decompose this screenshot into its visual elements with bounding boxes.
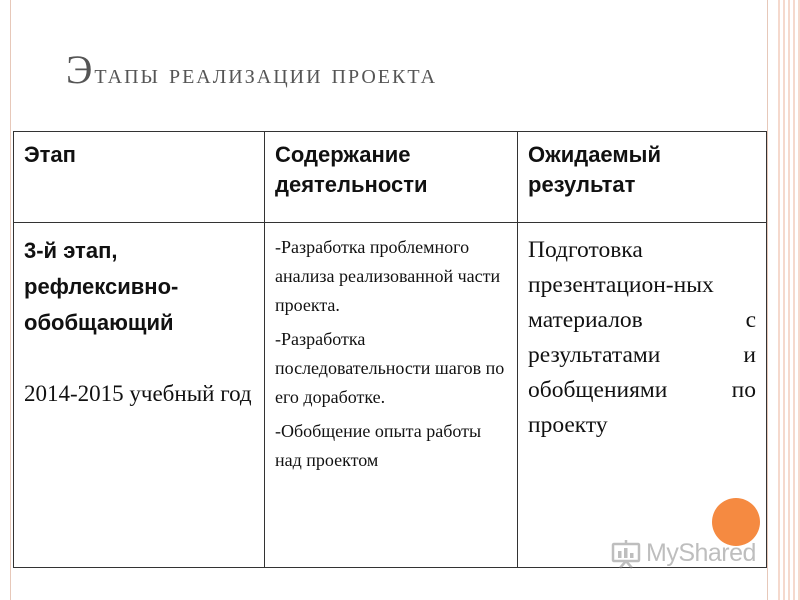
slide-title: [66, 46, 437, 93]
stage-cell: [14, 223, 265, 568]
stage-years: 2014-2015 учебный год: [24, 381, 252, 406]
result-text: Подготовка презентацион-ных материалов с результатами и обобщениями по проекту: [528, 237, 756, 438]
title-rest: тапы реализации проекта: [94, 59, 438, 90]
title-first-letter: Э: [66, 47, 95, 92]
header-result: Ожидаемый результат: [518, 132, 767, 223]
stages-table: [13, 131, 767, 568]
header-activity: Содержание деятельности: [265, 132, 518, 223]
activity-cell: [265, 223, 518, 568]
activity-item: -Разработка последовательности шагов по его доработке.: [275, 329, 505, 407]
watermark-brand-text: MyShared: [646, 538, 756, 567]
stage-name: 3-й этап, рефлексивно-обобщающий: [24, 238, 179, 335]
activity-item: -Обобщение опыта работы над проектом: [275, 421, 482, 470]
table-row: [14, 223, 767, 568]
decorative-edge-stripe: [778, 0, 800, 600]
table-header-row: [14, 132, 767, 223]
myshared-logo-icon: [610, 537, 642, 569]
myshared-watermark: [610, 537, 756, 569]
header-stage: Этап: [14, 132, 265, 223]
activity-item: -Разработка проблемного анализа реализованной части проекта.: [275, 237, 501, 315]
